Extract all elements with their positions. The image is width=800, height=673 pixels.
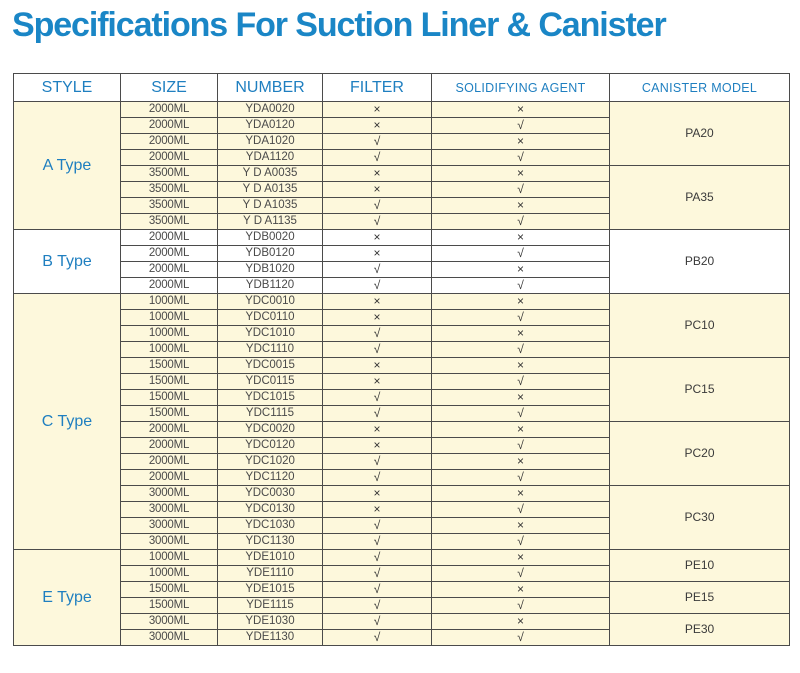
filter-mark: √ — [323, 262, 432, 278]
number-cell: Y D A1135 — [218, 214, 323, 230]
size-cell: 1000ML — [121, 294, 218, 310]
number-cell: YDC1120 — [218, 470, 323, 486]
size-cell: 1500ML — [121, 390, 218, 406]
agent-mark: × — [432, 326, 610, 342]
page-title: Specifications For Suction Liner & Canister — [12, 6, 666, 44]
filter-mark: × — [323, 502, 432, 518]
filter-mark: × — [323, 102, 432, 118]
canister-model-cell: PA35 — [610, 166, 790, 230]
agent-mark: √ — [432, 406, 610, 422]
number-cell: YDC0015 — [218, 358, 323, 374]
number-cell: YDE1015 — [218, 582, 323, 598]
agent-mark: √ — [432, 310, 610, 326]
table-row — [14, 102, 790, 118]
number-cell: YDC1015 — [218, 390, 323, 406]
size-cell: 3500ML — [121, 214, 218, 230]
canister-model-cell: PB20 — [610, 230, 790, 294]
filter-mark: × — [323, 230, 432, 246]
agent-mark: × — [432, 614, 610, 630]
agent-mark: √ — [432, 246, 610, 262]
agent-mark: × — [432, 198, 610, 214]
size-cell: 1000ML — [121, 342, 218, 358]
canister-model-cell: PE15 — [610, 582, 790, 614]
filter-mark: √ — [323, 614, 432, 630]
size-cell: 3000ML — [121, 630, 218, 646]
agent-mark: × — [432, 390, 610, 406]
style-cell: C Type — [14, 294, 121, 550]
agent-mark: × — [432, 294, 610, 310]
number-cell: YDE1110 — [218, 566, 323, 582]
agent-mark: √ — [432, 342, 610, 358]
agent-mark: × — [432, 166, 610, 182]
canister-model-cell: PA20 — [610, 102, 790, 166]
size-cell: 3000ML — [121, 518, 218, 534]
number-cell: YDC0020 — [218, 422, 323, 438]
agent-mark: √ — [432, 150, 610, 166]
agent-mark: √ — [432, 566, 610, 582]
agent-mark: √ — [432, 534, 610, 550]
agent-mark: × — [432, 230, 610, 246]
agent-mark: × — [432, 134, 610, 150]
filter-mark: √ — [323, 518, 432, 534]
header-filter: FILTER — [323, 74, 432, 102]
number-cell: YDA1020 — [218, 134, 323, 150]
table-row — [14, 166, 790, 182]
number-cell: YDB1020 — [218, 262, 323, 278]
size-cell: 1000ML — [121, 310, 218, 326]
header-canister-model: CANISTER MODEL — [610, 74, 790, 102]
table-row — [14, 230, 790, 246]
number-cell: YDC0110 — [218, 310, 323, 326]
filter-mark: √ — [323, 198, 432, 214]
size-cell: 3500ML — [121, 182, 218, 198]
number-cell: YDC1130 — [218, 534, 323, 550]
size-cell: 2000ML — [121, 150, 218, 166]
filter-mark: √ — [323, 454, 432, 470]
number-cell: YDE1130 — [218, 630, 323, 646]
number-cell: YDC1030 — [218, 518, 323, 534]
filter-mark: √ — [323, 470, 432, 486]
number-cell: YDC0130 — [218, 502, 323, 518]
agent-mark: √ — [432, 278, 610, 294]
agent-mark: √ — [432, 214, 610, 230]
size-cell: 3000ML — [121, 502, 218, 518]
canister-model-cell: PC10 — [610, 294, 790, 358]
agent-mark: × — [432, 518, 610, 534]
size-cell: 2000ML — [121, 102, 218, 118]
number-cell: YDA0120 — [218, 118, 323, 134]
size-cell: 3000ML — [121, 614, 218, 630]
table-row — [14, 422, 790, 438]
filter-mark: × — [323, 310, 432, 326]
table-row — [14, 294, 790, 310]
filter-mark: √ — [323, 214, 432, 230]
size-cell: 2000ML — [121, 278, 218, 294]
agent-mark: × — [432, 486, 610, 502]
size-cell: 2000ML — [121, 454, 218, 470]
size-cell: 2000ML — [121, 422, 218, 438]
filter-mark: × — [323, 166, 432, 182]
agent-mark: × — [432, 454, 610, 470]
header-number: NUMBER — [218, 74, 323, 102]
size-cell: 3000ML — [121, 534, 218, 550]
table-row — [14, 486, 790, 502]
number-cell: YDA0020 — [218, 102, 323, 118]
size-cell: 1500ML — [121, 358, 218, 374]
canister-model-cell: PE10 — [610, 550, 790, 582]
filter-mark: × — [323, 486, 432, 502]
canister-model-cell: PE30 — [610, 614, 790, 646]
filter-mark: √ — [323, 150, 432, 166]
filter-mark: × — [323, 358, 432, 374]
size-cell: 2000ML — [121, 246, 218, 262]
number-cell: YDE1115 — [218, 598, 323, 614]
style-cell: E Type — [14, 550, 121, 646]
agent-mark: √ — [432, 630, 610, 646]
specifications-table — [13, 73, 790, 646]
filter-mark: × — [323, 118, 432, 134]
agent-mark: × — [432, 422, 610, 438]
number-cell: YDC1020 — [218, 454, 323, 470]
header-solidifying-agent: SOLIDIFYING AGENT — [432, 74, 610, 102]
number-cell: YDC1010 — [218, 326, 323, 342]
size-cell: 3000ML — [121, 486, 218, 502]
table-row — [14, 358, 790, 374]
size-cell: 1500ML — [121, 406, 218, 422]
agent-mark: × — [432, 358, 610, 374]
size-cell: 2000ML — [121, 134, 218, 150]
filter-mark: √ — [323, 566, 432, 582]
number-cell: YDC0120 — [218, 438, 323, 454]
filter-mark: × — [323, 246, 432, 262]
filter-mark: √ — [323, 598, 432, 614]
number-cell: YDC0030 — [218, 486, 323, 502]
agent-mark: × — [432, 102, 610, 118]
size-cell: 2000ML — [121, 470, 218, 486]
table-header-row — [14, 74, 790, 102]
filter-mark: √ — [323, 278, 432, 294]
filter-mark: √ — [323, 582, 432, 598]
size-cell: 1000ML — [121, 550, 218, 566]
agent-mark: √ — [432, 502, 610, 518]
agent-mark: √ — [432, 182, 610, 198]
number-cell: Y D A0135 — [218, 182, 323, 198]
table-row — [14, 614, 790, 630]
size-cell: 3500ML — [121, 198, 218, 214]
filter-mark: × — [323, 182, 432, 198]
number-cell: YDC1110 — [218, 342, 323, 358]
agent-mark: × — [432, 550, 610, 566]
filter-mark: × — [323, 294, 432, 310]
size-cell: 1500ML — [121, 374, 218, 390]
size-cell: 2000ML — [121, 262, 218, 278]
size-cell: 1500ML — [121, 598, 218, 614]
size-cell: 1500ML — [121, 582, 218, 598]
filter-mark: × — [323, 374, 432, 390]
agent-mark: √ — [432, 470, 610, 486]
filter-mark: √ — [323, 534, 432, 550]
agent-mark: × — [432, 582, 610, 598]
filter-mark: √ — [323, 406, 432, 422]
number-cell: YDE1010 — [218, 550, 323, 566]
number-cell: YDE1030 — [218, 614, 323, 630]
agent-mark: √ — [432, 598, 610, 614]
number-cell: Y D A0035 — [218, 166, 323, 182]
canister-model-cell: PC15 — [610, 358, 790, 422]
number-cell: YDB0120 — [218, 246, 323, 262]
filter-mark: √ — [323, 134, 432, 150]
size-cell: 1000ML — [121, 566, 218, 582]
number-cell: YDC1115 — [218, 406, 323, 422]
canister-model-cell: PC20 — [610, 422, 790, 486]
header-style: STYLE — [14, 74, 121, 102]
canister-model-cell: PC30 — [610, 486, 790, 550]
filter-mark: √ — [323, 630, 432, 646]
number-cell: YDB1120 — [218, 278, 323, 294]
size-cell: 1000ML — [121, 326, 218, 342]
style-cell: A Type — [14, 102, 121, 230]
agent-mark: √ — [432, 374, 610, 390]
number-cell: Y D A1035 — [218, 198, 323, 214]
size-cell: 2000ML — [121, 438, 218, 454]
filter-mark: √ — [323, 390, 432, 406]
header-size: SIZE — [121, 74, 218, 102]
filter-mark: × — [323, 438, 432, 454]
filter-mark: √ — [323, 342, 432, 358]
table-row — [14, 582, 790, 598]
agent-mark: × — [432, 262, 610, 278]
agent-mark: √ — [432, 438, 610, 454]
size-cell: 2000ML — [121, 118, 218, 134]
table-body — [14, 102, 790, 646]
number-cell: YDA1120 — [218, 150, 323, 166]
number-cell: YDC0010 — [218, 294, 323, 310]
style-cell: B Type — [14, 230, 121, 294]
filter-mark: √ — [323, 550, 432, 566]
size-cell: 3500ML — [121, 166, 218, 182]
agent-mark: √ — [432, 118, 610, 134]
number-cell: YDC0115 — [218, 374, 323, 390]
filter-mark: × — [323, 422, 432, 438]
filter-mark: √ — [323, 326, 432, 342]
size-cell: 2000ML — [121, 230, 218, 246]
table-row — [14, 550, 790, 566]
number-cell: YDB0020 — [218, 230, 323, 246]
